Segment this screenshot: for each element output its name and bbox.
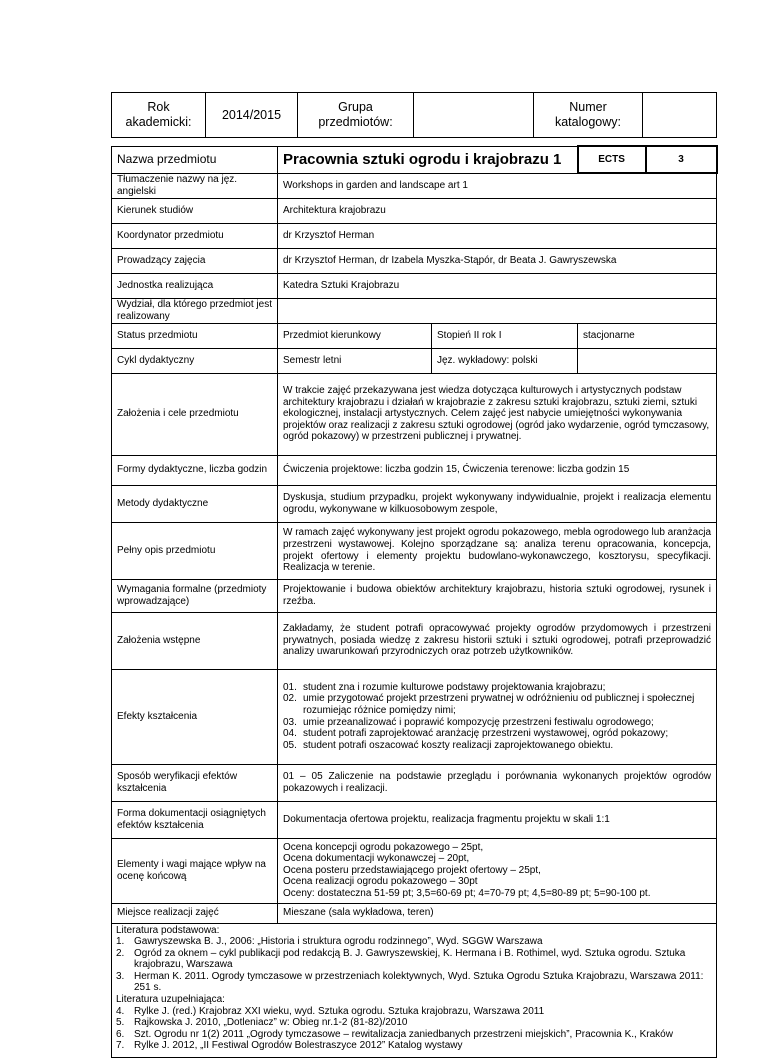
rok-label: Rok akademicki: — [112, 93, 206, 138]
literatura-number: 7. — [116, 1040, 125, 1052]
efekt-item — [283, 740, 711, 752]
zalozenia-label: Założenia i cele przedmiotu — [112, 373, 278, 455]
literatura-uzupelniajaca-list — [116, 1006, 712, 1052]
opis-value: W ramach zajęć wykonywany jest projekt ogrodu pokazowego, mebla ogrodowego lub aranżacja przestrzeni wystawowej. Kolejno sporządzane są: analiza terenu opracowania, koncepcja, projekt ofertowy i elementy projektu budowlano-wykonawczego, kosztorysu, specyfikacji. Realizacja w terenie. — [278, 522, 717, 579]
literatura-item — [116, 1017, 712, 1029]
literatura-text: Rajkowska J. 2010, „Dotleniacz” w: Obieg nr.1-2 (81-82)/2010 — [134, 1017, 408, 1029]
course-title: Pracownia sztuki ogrodu i krajobrazu 1 — [278, 146, 578, 173]
literatura-podstawowa-label: Literatura podstawowa: — [116, 924, 220, 936]
ects-label: ECTS — [578, 146, 646, 173]
literatura-number: 2. — [116, 947, 125, 959]
rok-value: 2014/2015 — [206, 93, 298, 138]
tlumaczenie-value: Workshops in garden and landscape art 1 — [278, 173, 717, 198]
formy-value: Ćwiczenia projektowe: liczba godzin 15, Ćwiczenia terenowe: liczba godzin 15 — [278, 455, 717, 485]
elementy-line: Ocena dokumentacji wykonawczej – 20pt, — [283, 853, 470, 865]
literatura-item — [116, 1006, 712, 1018]
efekt-text: umie przygotować projekt przestrzeni prywatnej w odróżnieniu od publicznej i społecznej rozumiejąc różnice pomiędzy nimi; — [303, 693, 695, 716]
koordynator-value: dr Krzysztof Herman — [278, 223, 717, 248]
literatura-text: Rylke J. 2012, „II Festiwal Ogrodów Bolestraszyce 2012” Katalog wystawy — [134, 1040, 463, 1052]
status-label: Status przedmiotu — [112, 323, 278, 348]
literatura-text: Gawryszewska B. J., 2006: „Historia i struktura ogrodu rodzinnego”, Wyd. SGGW Warszawa — [134, 936, 543, 948]
grupa-label: Grupa przedmiotów: — [298, 93, 414, 138]
wymagania-value: Projektowanie i budowa obiektów architektury krajobrazu, historia sztuki ogrodowej, rysunek i rzeźba. — [278, 579, 717, 612]
efekty-label: Efekty kształcenia — [112, 669, 278, 764]
cykl-label: Cykl dydaktyczny — [112, 348, 278, 373]
efekty-list — [283, 682, 711, 752]
literatura-item — [116, 936, 712, 948]
prowadzacy-value: dr Krzysztof Herman, dr Izabela Myszka-Stąpór, dr Beata J. Gawryszewska — [278, 248, 717, 273]
wstepne-label: Założenia wstępne — [112, 612, 278, 669]
elementy-line: Ocena posteru przedstawiającego projekt ofertowy – 25pt, — [283, 864, 541, 876]
literatura-number: 3. — [116, 970, 125, 982]
literatura-item — [116, 948, 712, 971]
efekt-item — [283, 682, 711, 694]
literatura-uzupelniajaca-label: Literatura uzupełniająca: — [116, 994, 225, 1006]
cykl-empty — [578, 348, 717, 373]
literatura-item — [116, 971, 712, 994]
grupa-value — [414, 93, 534, 138]
name-label: Nazwa przedmiotu — [112, 146, 278, 173]
efekty-cell — [278, 669, 717, 764]
efekt-item — [283, 693, 711, 716]
opis-label: Pełny opis przedmiotu — [112, 522, 278, 579]
ects-value: 3 — [646, 146, 717, 173]
status-stacjonarne: stacjonarne — [578, 323, 717, 348]
literatura-podstawowa-list — [116, 936, 712, 994]
koordynator-label: Koordynator przedmiotu — [112, 223, 278, 248]
literatura-number: 4. — [116, 1005, 125, 1017]
elementy-list — [283, 842, 711, 900]
jednostka-value: Katedra Sztuki Krajobrazu — [278, 273, 717, 298]
wstepne-value: Zakładamy, że student potrafi opracowywać projekty ogrodów przydomowych i przestrzeni prywatnych, posiada wiedzę z zakresu historii sztuki i sztuki ogrodowej, potrafi przeprowadzić analizy uwarunkowań przyrodniczych oraz potrzeb użytkowników. — [278, 612, 717, 669]
efekt-number: 05. — [283, 739, 297, 751]
course-table — [111, 145, 718, 1058]
kierunek-value: Architektura krajobrazu — [278, 198, 717, 223]
numer-value — [643, 93, 717, 138]
prowadzacy-label: Prowadzący zajęcia — [112, 248, 278, 273]
efekt-number: 04. — [283, 728, 297, 740]
literatura-number: 5. — [116, 1017, 125, 1029]
header-table — [111, 92, 717, 138]
efekt-text: student zna i rozumie kulturowe podstawy projektowania krajobrazu; — [303, 681, 606, 693]
dokumentacja-label: Forma dokumentacji osiągniętych efektów kształcenia — [112, 801, 278, 838]
wydzial-value — [278, 298, 717, 323]
efekt-number: 02. — [283, 693, 297, 705]
literatura-item — [116, 1029, 712, 1041]
literatura-item — [116, 1040, 712, 1052]
literatura-text: Herman K. 2011. Ogrody tymczasowe w przestrzeniach kolektywnych, Wyd. Sztuka Ogrodu Sztuka Krajobrazu, Warszawa 2011: 251 s. — [134, 970, 704, 994]
cykl-semestr: Semestr letni — [278, 348, 432, 373]
literatura-cell — [112, 923, 717, 1057]
wydzial-label: Wydział, dla którego przedmiot jest realizowany — [112, 298, 278, 323]
elementy-line: Oceny: dostateczna 51-59 pt; 3,5=60-69 pt; 4=70-79 pt; 4,5=80-89 pt; 5=90-100 pt. — [283, 887, 651, 899]
formy-label: Formy dydaktyczne, liczba godzin — [112, 455, 278, 485]
cykl-jezyk: Jęz. wykładowy: polski — [432, 348, 578, 373]
dokumentacja-value: Dokumentacja ofertowa projektu, realizacja fragmentu projektu w skali 1:1 — [278, 801, 717, 838]
zalozenia-value: W trakcie zajęć przekazywana jest wiedza dotycząca kulturowych i artystycznych podstaw architektury krajobrazu i działań w krajobrazie z zakresu sztuki krajobrazu, sztuki ziemi, sztuki ekologicznej, instalacji artystycznych. Celem zajęć jest nabycie umiejętności wykonywania projektów oraz realizacji z zakresu sztuki ogrodowej (ogród jako wydarzenie, ogród tymczasowy, ogród pokazowy) w przestrzeni publicznej i prywatnej. — [278, 373, 717, 455]
efekt-number: 01. — [283, 681, 297, 693]
elementy-line: Ocena koncepcji ogrodu pokazowego – 25pt, — [283, 841, 484, 853]
literatura-text: Ogród za oknem – cykl publikacji pod redakcją B. J. Gawryszewskiej, K. Hermana i B. Rothimel, wyd. Sztuka ogrodu. Sztuka krajobrazu, Warszawa — [134, 947, 686, 971]
status-kierunkowy: Przedmiot kierunkowy — [278, 323, 432, 348]
tlumaczenie-label: Tłumaczenie nazwy na jęz. angielski — [112, 173, 278, 198]
status-stopien: Stopień II rok I — [432, 323, 578, 348]
literatura-text: Rylke J. (red.) Krajobraz XXI wieku, wyd. Sztuka ogrodu. Sztuka krajobrazu, Warszawa 2011 — [134, 1005, 545, 1017]
metody-label: Metody dydaktyczne — [112, 485, 278, 522]
metody-value: Dyskusja, studium przypadku, projekt wykonywany indywidualnie, projekt i realizacja elementu ogrodu, wykonywane w kilkuosobowym zespole, — [278, 485, 717, 522]
numer-label: Numer katalogowy: — [534, 93, 643, 138]
literatura-number: 1. — [116, 936, 125, 948]
efekt-text: student potrafi oszacować koszty realizacji zaprojektowanego obiektu. — [303, 739, 614, 751]
wymagania-label: Wymagania formalne (przedmioty wprowadzające) — [112, 579, 278, 612]
jednostka-label: Jednostka realizująca — [112, 273, 278, 298]
efekt-text: umie przeanalizować i poprawić kompozycję przestrzeni festiwalu ogrodowego; — [303, 716, 654, 728]
efekt-item — [283, 728, 711, 740]
efekt-number: 03. — [283, 716, 297, 728]
elementy-line: Ocena realizacji ogrodu pokazowego – 30pt — [283, 876, 478, 888]
elementy-cell — [278, 838, 717, 903]
efekt-item — [283, 717, 711, 729]
weryfikacja-label: Sposób weryfikacji efektów kształcenia — [112, 764, 278, 801]
miejsce-label: Miejsce realizacji zajęć — [112, 903, 278, 923]
literatura-number: 6. — [116, 1028, 125, 1040]
weryfikacja-value: 01 – 05 Zaliczenie na podstawie przeglądu i porównania wykonanych projektów ogrodów pokazowych i realizacji. — [278, 764, 717, 801]
kierunek-label: Kierunek studiów — [112, 198, 278, 223]
efekt-text: student potrafi zaprojektować aranżację przestrzeni wystawowej, ogród pokazowy; — [303, 728, 669, 740]
elementy-label: Elementy i wagi mające wpływ na ocenę końcową — [112, 838, 278, 903]
literatura-text: Szt. Ogrodu nr 1(2) 2011 „Ogrody tymczasowe – rewitalizacja zaniedbanych przestrzeni miejskich”, Pracownia K., Kraków — [134, 1028, 673, 1040]
miejsce-value: Mieszane (sala wykładowa, teren) — [278, 903, 717, 923]
